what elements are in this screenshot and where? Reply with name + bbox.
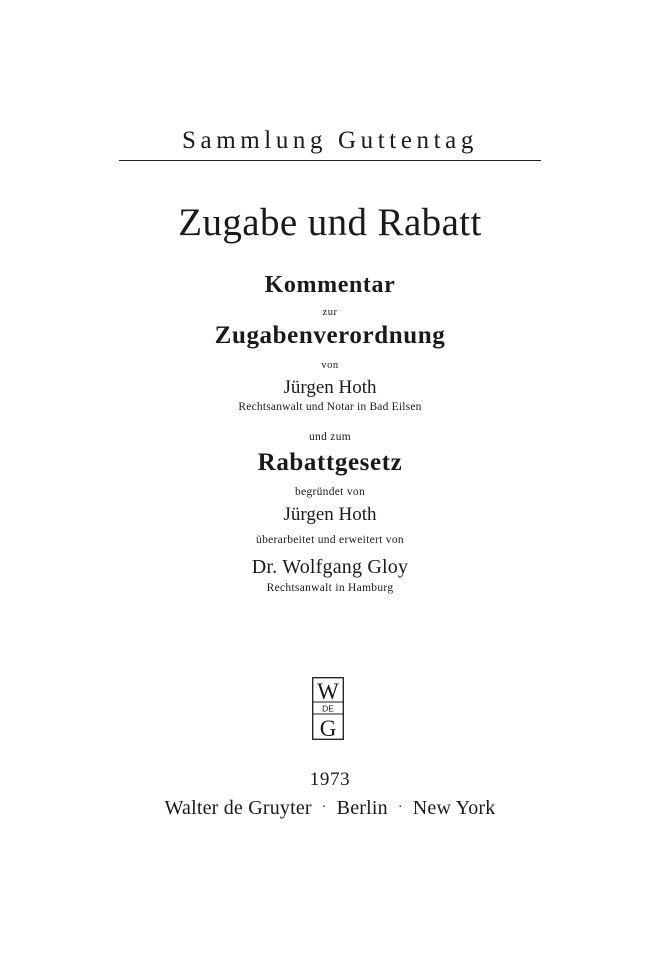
words-begruendet-von: begründet von bbox=[294, 486, 365, 498]
author-name-3: Dr. Wolfgang Gloy bbox=[251, 556, 409, 578]
logo-letters-de: DE bbox=[322, 703, 334, 714]
word-zur: zur bbox=[322, 307, 338, 318]
imprint-line bbox=[0, 798, 660, 818]
publisher-name: Walter de Gruyter bbox=[164, 797, 312, 819]
logo-letter-w: W bbox=[317, 679, 339, 704]
words-ueberarbeitet: überarbeitet und erweitert von bbox=[256, 534, 404, 546]
subtitle-rabattgesetz: Rabattgesetz bbox=[257, 449, 403, 476]
author-name-2: Jürgen Hoth bbox=[283, 504, 377, 525]
series-name: Sammlung Guttentag bbox=[182, 127, 478, 154]
city-new-york: New York bbox=[412, 797, 496, 819]
author-name-1: Jürgen Hoth bbox=[283, 377, 377, 398]
subtitle-kommentar: Kommentar bbox=[264, 272, 396, 298]
words-und-zum: und zum bbox=[308, 431, 352, 443]
publisher-logo-icon bbox=[312, 677, 344, 740]
subtitle-zugabenverordnung: Zugabenverordnung bbox=[214, 322, 446, 349]
author-affiliation-3: Rechtsanwalt in Hamburg bbox=[266, 582, 394, 594]
city-berlin: Berlin bbox=[336, 797, 388, 819]
author-affiliation-1: Rechtsanwalt und Notar in Bad Eilsen bbox=[238, 401, 422, 413]
separator-dot: · bbox=[397, 800, 403, 815]
publication-year: 1973 bbox=[309, 769, 351, 790]
logo-letter-g: G bbox=[319, 716, 337, 740]
separator-dot: · bbox=[321, 800, 327, 815]
header-rule bbox=[119, 160, 541, 161]
book-title: Zugabe und Rabatt bbox=[178, 201, 482, 244]
word-von: von bbox=[321, 360, 339, 371]
